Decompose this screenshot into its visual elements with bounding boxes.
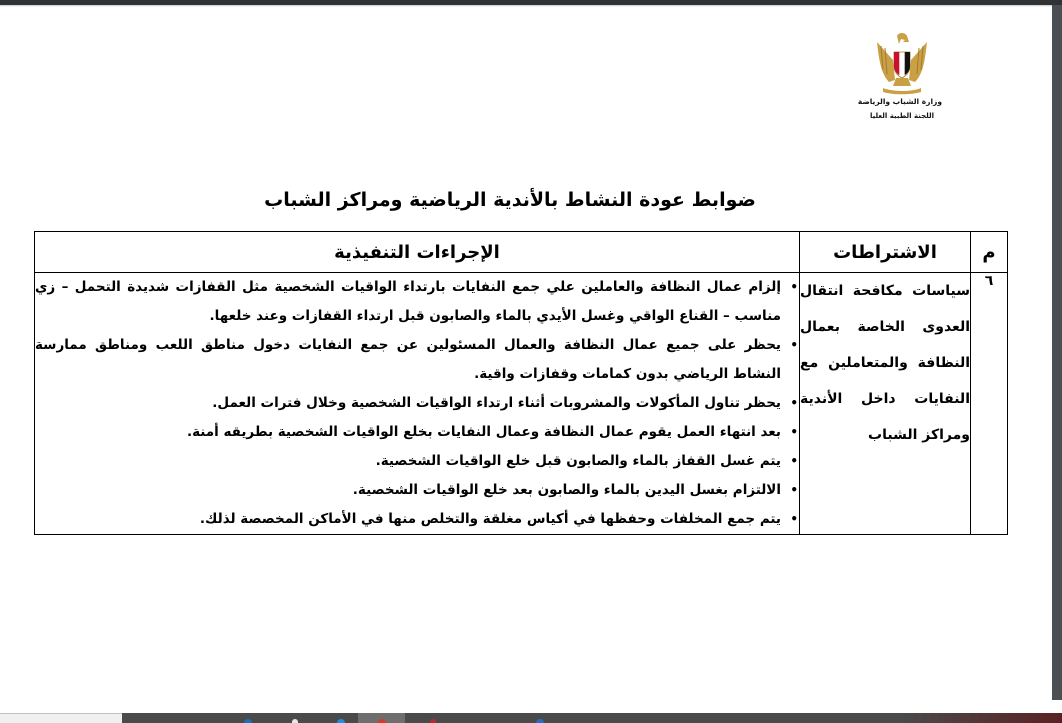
procedure-text: يحظر على جميع عمال النظافة والعمال المسئولين عن جمع النفايات دخول مناطق اللعب ومناطق ممارسة النشاط الرياضي بدون كمامات وقفازات واقية. [35,337,781,382]
requirements-table [34,231,1008,535]
procedure-text: بعد انتهاء العمل يقوم عمال النظافة وعمال النفايات بخلع الواقيات الشخصية بطريقه أمنة. [186,424,781,440]
table-row [35,273,1008,535]
list-item [35,273,798,331]
procedures-list [35,273,799,534]
taskbar-app-icon[interactable] [536,719,544,723]
bullet-icon: • [790,483,798,497]
taskbar-app-icon[interactable] [430,719,436,723]
bullet-icon: • [790,512,798,526]
taskbar-tray [902,713,1062,723]
procedure-text: الالتزام بغسل اليدين بالماء والصابون بعد خلع الواقيات الشخصية. [352,482,781,498]
bullet-icon: • [790,396,798,410]
egypt-eagle-emblem-icon [869,30,935,96]
list-item [35,331,798,389]
ministry-name: وزارة الشباب والرياضة [857,97,942,106]
header-number: م [971,232,1008,273]
list-item [35,389,798,418]
row-requirement: سياسات مكافحة انتقال العدوى الخاصة بعمال النظافة والمتعاملين مع النفايات داخل الأندية ومراكز الشباب [800,273,971,535]
viewer-right-gutter[interactable] [1052,5,1062,700]
taskbar-app-icon[interactable] [244,719,252,723]
document-title: ضوابط عودة النشاط بالأندية الرياضية ومراكز الشباب [264,189,756,211]
row-procedures [35,273,800,535]
taskbar-app-icon[interactable] [292,719,298,723]
taskbar-active-app[interactable] [358,713,405,723]
header-requirements: الاشتراطات [800,232,971,273]
bullet-icon: • [790,338,798,352]
ministry-logo-block [857,30,942,130]
list-item [35,418,798,447]
taskbar-search-box[interactable] [0,713,122,723]
procedure-text: يحظر تناول المأكولات والمشروبات أثناء ارتداء الواقيات الشخصية وخلال فترات العمل. [212,395,781,411]
bullet-icon: • [790,280,798,294]
procedure-text: يتم جمع المخلفات وحفظها في أكياس مغلقة والتخلص منها في الأماكن المخصصة لذلك. [199,511,781,527]
table-header-row [35,232,1008,273]
pdf-app-icon [378,719,386,723]
list-item [35,505,798,534]
procedure-text: إلزام عمال النظافة والعاملين علي جمع النفايات بارتداء الواقيات الشخصية مثل القفازات شديدة التحمل – زي مناسب – القناع الواقي وغسل الأيدي بالماء والصابون قبل ارتداء القفازات وعند خلعها. [35,279,781,324]
header-procedures: الإجراءات التنفيذية [35,232,800,273]
os-taskbar [0,713,1062,723]
list-item [35,447,798,476]
committee-name: اللجنة الطبية العليا [869,112,935,120]
row-number: ٦ [971,273,1008,535]
list-item [35,476,798,505]
taskbar-app-icon[interactable] [337,719,345,723]
bullet-icon: • [790,425,798,439]
bullet-icon: • [790,454,798,468]
procedure-text: يتم غسل القفاز بالماء والصابون قبل خلع الواقيات الشخصية. [375,453,781,469]
